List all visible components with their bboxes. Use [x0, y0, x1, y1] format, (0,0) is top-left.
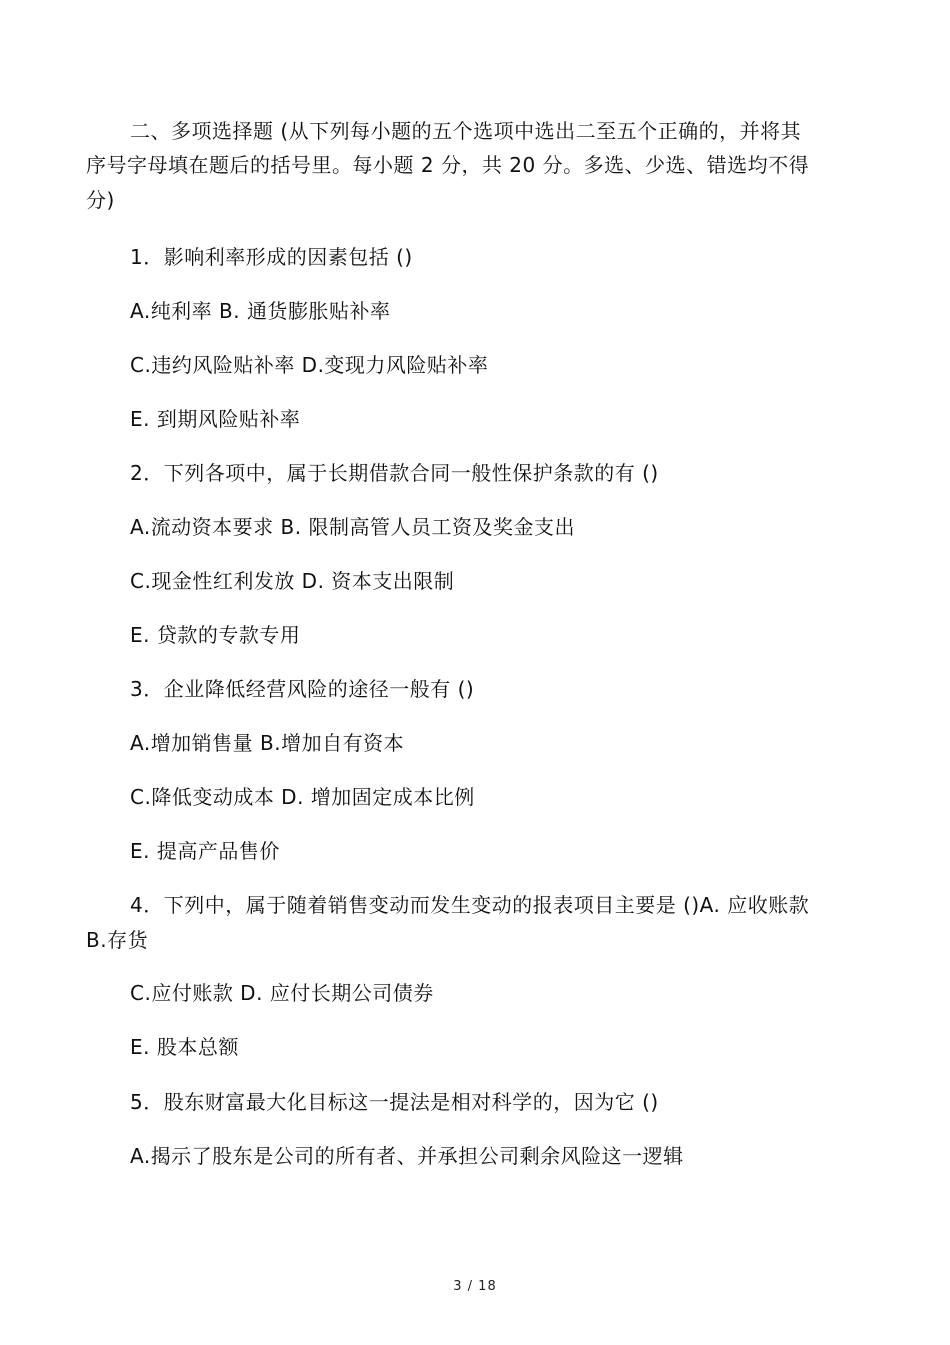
section-header-line-3: 分) — [86, 188, 115, 212]
question-4-stem: 4．下列中，属于随着销售变动而发生变动的报表项目主要是 ()A. 应收账款 — [130, 893, 810, 917]
section-header-line-1: 二、多项选择题 (从下列每小题的五个选项中选出二至五个正确的，并将其 — [130, 119, 802, 143]
question-2-stem: 2．下列各项中，属于长期借款合同一般性保护条款的有 () — [130, 461, 659, 485]
page-number: 3 / 18 — [453, 1279, 497, 1294]
question-2-option-line-1: A.流动资本要求 B. 限制高管人员工资及奖金支出 — [130, 515, 575, 539]
question-4-stem-continued: B.存货 — [86, 928, 149, 952]
question-1-option-line-2: C.违约风险贴补率 D.变现力风险贴补率 — [130, 353, 489, 377]
question-5-option-line-1: A.揭示了股东是公司的所有者、并承担公司剩余风险这一逻辑 — [130, 1144, 684, 1168]
question-4-option-line-1: C.应付账款 D. 应付长期公司债券 — [130, 981, 434, 1005]
question-3-option-line-3: E. 提高产品售价 — [130, 839, 280, 863]
question-5-stem: 5．股东财富最大化目标这一提法是相对科学的，因为它 () — [130, 1090, 659, 1114]
question-2-option-line-2: C.现金性红利发放 D. 资本支出限制 — [130, 569, 455, 593]
question-3-option-line-1: A.增加销售量 B.增加自有资本 — [130, 731, 405, 755]
question-1-stem: 1．影响利率形成的因素包括 () — [130, 245, 413, 269]
question-4-option-line-2: E. 股本总额 — [130, 1035, 239, 1059]
question-2-option-line-3: E. 贷款的专款专用 — [130, 623, 301, 647]
question-1-option-line-3: E. 到期风险贴补率 — [130, 407, 301, 431]
question-3-stem: 3．企业降低经营风险的途径一般有 () — [130, 677, 475, 701]
question-3-option-line-2: C.降低变动成本 D. 增加固定成本比例 — [130, 785, 475, 809]
section-header-line-2: 序号字母填在题后的括号里。每小题 2 分，共 20 分。多选、少选、错选均不得 — [86, 153, 810, 177]
question-1-option-line-1: A.纯利率 B. 通货膨胀贴补率 — [130, 299, 391, 323]
